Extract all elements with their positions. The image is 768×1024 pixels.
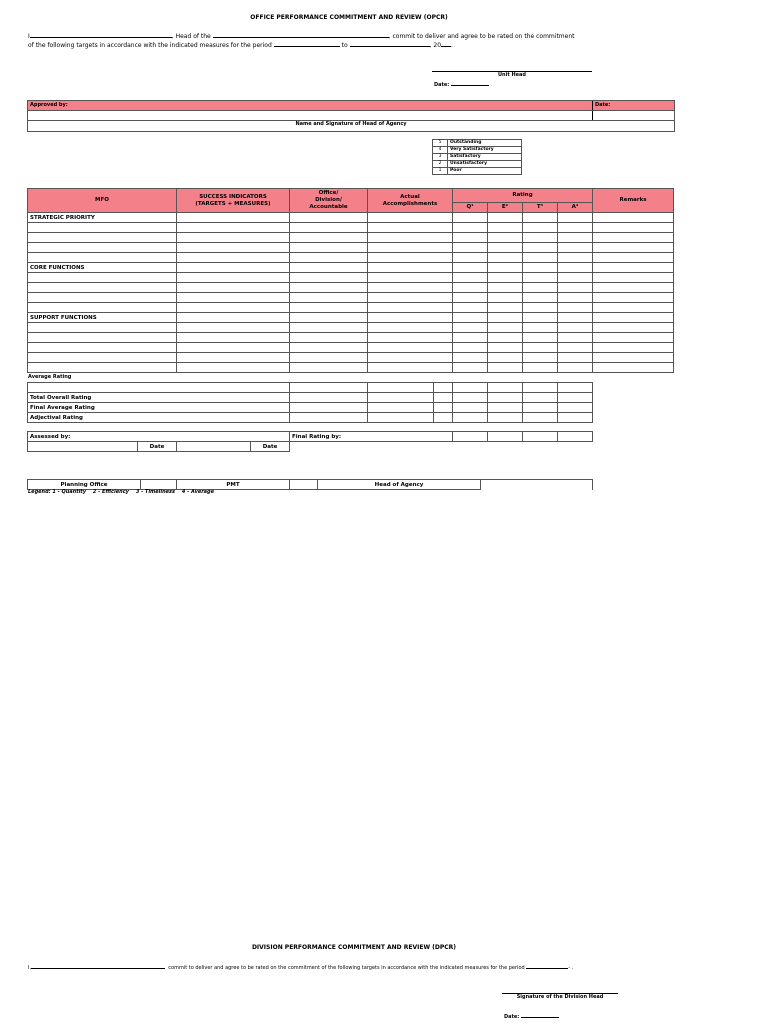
unit-head-label: Unit Head [498,72,526,78]
table-cell[interactable] [558,333,593,343]
table-cell[interactable] [593,213,674,223]
average-rating-label: Average Rating [28,374,72,380]
table-cell[interactable] [28,283,177,293]
table-cell[interactable] [177,323,290,333]
summary-label-total: Total Overall Rating [28,393,290,403]
table-cell[interactable] [523,253,558,263]
table-cell[interactable] [523,283,558,293]
table-row [28,343,674,353]
table-cell[interactable] [523,343,558,353]
table-cell[interactable] [523,233,558,243]
intro-i: I [28,33,30,40]
scale-label: Poor [448,168,522,175]
approved-date-label: Date: [595,102,611,108]
summary-cell[interactable] [290,403,368,413]
table-cell[interactable] [523,323,558,333]
summary-table [27,382,593,423]
assessed-date-label-2: Date [251,442,290,452]
table-cell[interactable] [290,253,368,263]
final-rating-by-label: Final Rating by: [290,432,453,442]
assessed-cell[interactable] [558,432,593,442]
table-cell[interactable] [290,273,368,283]
table-cell[interactable] [368,333,453,343]
scale-row [433,147,522,154]
table-cell[interactable] [453,273,488,283]
dpcr-date-blank[interactable] [521,1017,559,1018]
summary-cell[interactable] [453,413,488,423]
table-cell[interactable] [453,293,488,303]
table-cell[interactable] [523,293,558,303]
summary-cell[interactable] [368,403,434,413]
assessed-sign-cell[interactable] [177,442,251,452]
table-cell[interactable] [488,363,523,373]
table-row [28,293,674,303]
table-cell[interactable] [177,303,290,313]
dpcr-period-blank[interactable] [526,968,568,969]
section-row [28,313,674,323]
dpcr-title: DIVISION PERFORMANCE COMMITMENT AND REVIEW (DPCR) [251,944,457,951]
table-cell[interactable] [558,283,593,293]
table-cell[interactable] [177,243,290,253]
pmt-cell: PMT [177,480,290,490]
scale-row [433,168,522,175]
summary-cell[interactable] [523,383,558,393]
opcr-intro-line2 [28,42,648,50]
table-row [28,303,674,313]
table-cell[interactable] [177,223,290,233]
table-cell[interactable] [488,353,523,363]
approved-by-header [28,101,674,110]
table-cell[interactable] [177,293,290,303]
summary-cell[interactable] [368,393,434,403]
table-row [28,223,674,233]
dpcr-text: commit to deliver and agree to be rated on the commitment of the following targets in accordance with the indicated measures for the period [168,965,525,971]
summary-cell[interactable] [453,383,488,393]
table-cell[interactable] [523,263,558,273]
table-cell[interactable] [290,243,368,253]
table-row [28,243,674,253]
opcr-title: OFFICE PERFORMANCE COMMITMENT AND REVIEW (OPCR) [250,14,448,21]
summary-row [28,403,593,413]
scale-number: 3 [433,154,448,161]
summary-cell[interactable] [523,393,558,403]
table-cell[interactable] [453,253,488,263]
summary-cell[interactable] [434,393,453,403]
summary-cell[interactable] [558,393,593,403]
col-success-line2: (TARGETS + MEASURES) [195,200,271,207]
summary-cell[interactable] [488,403,523,413]
table-cell[interactable] [453,303,488,313]
table-cell[interactable] [290,283,368,293]
col-rating-q: Q¹ [453,203,488,213]
assessed-cell[interactable] [523,432,558,442]
table-cell[interactable] [558,343,593,353]
table-cell[interactable] [558,363,593,373]
scale-label: Very Satisfactory [448,147,522,154]
table-row [28,233,674,243]
assessed-sign-cell[interactable] [28,442,138,452]
section-label-support: SUPPORT FUNCTIONS [28,313,177,323]
section-row [28,263,674,273]
table-row [28,353,674,363]
section-label-core: CORE FUNCTIONS [28,263,177,273]
table-row [28,323,674,333]
col-rating-e: E² [488,203,523,213]
summary-cell[interactable] [290,393,368,403]
table-cell[interactable] [368,233,453,243]
table-cell[interactable] [523,363,558,373]
table-cell[interactable] [558,243,593,253]
table-cell[interactable] [523,353,558,363]
scale-label: Unsatisfactory [448,161,522,168]
summary-cell[interactable] [28,383,290,393]
table-cell[interactable] [290,333,368,343]
period-to-blank[interactable] [350,46,430,47]
table-cell[interactable] [290,223,368,233]
table-cell[interactable] [28,333,177,343]
head-of-agency-cell: Head of Agency [318,480,481,490]
office-blank[interactable] [213,37,389,38]
table-cell[interactable] [593,223,674,233]
table-cell[interactable] [558,303,593,313]
table-cell[interactable] [523,243,558,253]
table-cell[interactable] [453,323,488,333]
unit-head-date [434,82,489,89]
dpcr-date-label: Date: [504,1014,520,1020]
table-cell[interactable] [593,253,674,263]
table-cell[interactable] [523,213,558,223]
unit-head-date-label: Date: [434,82,450,88]
table-cell[interactable] [558,313,593,323]
table-cell[interactable] [488,213,523,223]
table-cell[interactable] [290,363,368,373]
dpcr-name-blank[interactable] [31,968,165,969]
table-cell[interactable] [177,333,290,343]
table-cell[interactable] [453,283,488,293]
table-cell[interactable] [28,303,177,313]
col-actual-line1: Actual [400,193,420,200]
table-cell[interactable] [177,273,290,283]
summary-cell[interactable] [434,413,453,423]
name-signature-head-agency: Name and Signature of Head of Agency [295,121,407,127]
table-cell[interactable] [290,343,368,353]
summary-cell[interactable] [523,403,558,413]
scale-row [433,154,522,161]
table-cell[interactable] [488,313,523,323]
section-row [28,213,674,223]
footer-blank[interactable] [290,480,318,490]
table-cell[interactable] [28,293,177,303]
rating-scale-table [432,139,522,175]
assessed-cell[interactable] [488,432,523,442]
summary-cell[interactable] [523,413,558,423]
table-cell[interactable] [290,313,368,323]
table-cell[interactable] [593,283,674,293]
section-label-strategic: STRATEGIC PRIORITY [28,213,177,223]
table-cell[interactable] [28,363,177,373]
table-cell[interactable] [558,213,593,223]
scale-row [433,161,522,168]
table-cell[interactable] [28,343,177,353]
table-cell[interactable] [368,353,453,363]
table-cell[interactable] [368,313,453,323]
table-cell[interactable] [453,213,488,223]
opcr-main-table [27,188,674,373]
table-cell[interactable] [523,303,558,313]
table-cell[interactable] [593,353,674,363]
scale-number: 1 [433,168,448,175]
table-cell[interactable] [558,273,593,283]
summary-cell[interactable] [488,413,523,423]
table-cell[interactable] [523,333,558,343]
table-cell[interactable] [177,353,290,363]
table-cell[interactable] [558,223,593,233]
table-cell[interactable] [177,233,290,243]
table-cell[interactable] [290,293,368,303]
table-cell[interactable] [177,253,290,263]
table-cell[interactable] [488,303,523,313]
scale-label: Satisfactory [448,154,522,161]
approved-by-block [27,100,675,132]
table-cell[interactable] [523,273,558,283]
table-cell[interactable] [558,253,593,263]
table-row [28,253,674,263]
table-cell[interactable] [593,293,674,303]
period-from-blank[interactable] [274,46,340,47]
col-success-indicators [177,189,290,213]
summary-cell[interactable] [368,383,434,393]
table-cell[interactable] [177,213,290,223]
table-cell[interactable] [368,293,453,303]
summary-cell[interactable] [488,383,523,393]
table-cell[interactable] [488,333,523,343]
table-row [28,333,674,343]
table-cell[interactable] [368,223,453,233]
dpcr-intro [28,965,718,972]
table-cell[interactable] [593,333,674,343]
approved-by-label: Approved by: [30,102,68,108]
col-rating: Rating [453,189,593,203]
table-cell[interactable] [368,343,453,353]
table-cell[interactable] [28,353,177,363]
table-cell[interactable] [453,263,488,273]
summary-label-adjectival: Adjectival Rating [28,413,290,423]
table-cell[interactable] [523,223,558,233]
assessed-table [27,431,593,452]
summary-cell[interactable] [558,413,593,423]
table-cell[interactable] [488,243,523,253]
col-success-line1: SUCCESS INDICATORS [199,193,267,200]
table-cell[interactable] [453,233,488,243]
scale-number: 4 [433,147,448,154]
summary-cell[interactable] [290,383,368,393]
legend-text: Legend: 1 - Quantity 2 - Efficiency 3 - Timeliness 4 - Average [28,489,215,495]
summary-cell[interactable] [368,413,434,423]
dpcr-signature-label: Signature of the Division Head [516,994,604,1000]
table-cell[interactable] [523,313,558,323]
table-cell[interactable] [368,363,453,373]
approved-row-line [28,110,674,111]
table-cell[interactable] [177,343,290,353]
table-cell[interactable] [28,243,177,253]
scale-number: 5 [433,140,448,147]
table-cell[interactable] [290,213,368,223]
table-cell[interactable] [290,323,368,333]
table-cell[interactable] [593,363,674,373]
dpcr-i: I, [28,965,32,971]
summary-cell[interactable] [453,403,488,413]
table-cell[interactable] [177,313,290,323]
table-cell[interactable] [453,353,488,363]
table-row [28,273,674,283]
table-row [28,283,674,293]
col-rating-t: T³ [523,203,558,213]
summary-cell[interactable] [558,383,593,393]
summary-cell[interactable] [453,393,488,403]
col-actual-accomplishments [368,189,453,213]
table-cell[interactable] [368,283,453,293]
table-cell[interactable] [368,263,453,273]
intro-end: . [451,42,453,49]
scale-row [433,140,522,147]
col-office-line1: Office/ [318,190,339,196]
table-cell[interactable] [290,303,368,313]
table-cell[interactable] [593,273,674,283]
table-cell[interactable] [28,273,177,283]
table-cell[interactable] [368,213,453,223]
table-cell[interactable] [558,293,593,303]
table-cell[interactable] [488,273,523,283]
summary-cell[interactable] [434,383,453,393]
footer-blank [481,480,593,490]
col-office-line2: Division/ [315,197,342,203]
summary-cell[interactable] [290,413,368,423]
table-cell[interactable] [593,243,674,253]
col-actual-line2: Accomplishments [382,200,438,207]
table-cell[interactable] [593,263,674,273]
opcr-intro-line1 [28,33,648,41]
col-remarks: Remarks [593,189,674,213]
table-cell[interactable] [488,253,523,263]
intro-year: , 20 [429,42,442,49]
table-cell[interactable] [453,313,488,323]
table-cell[interactable] [593,343,674,353]
table-cell[interactable] [177,363,290,373]
table-cell[interactable] [290,353,368,363]
table-cell[interactable] [488,323,523,333]
table-cell[interactable] [453,223,488,233]
summary-row [28,413,593,423]
intro-head-of-the: , Head of the [171,33,211,40]
unit-head-date-blank[interactable] [451,85,489,86]
table-cell[interactable] [177,263,290,273]
summary-cell[interactable] [434,403,453,413]
table-cell[interactable] [28,323,177,333]
table-cell[interactable] [593,313,674,323]
col-mfo: MFO [28,189,177,213]
table-cell[interactable] [290,233,368,243]
summary-row [28,393,593,403]
table-cell[interactable] [488,343,523,353]
table-cell[interactable] [177,283,290,293]
table-cell[interactable] [488,263,523,273]
assessed-cell[interactable] [453,432,488,442]
col-office-line3: Accountable [309,204,348,210]
table-cell[interactable] [453,333,488,343]
table-cell[interactable] [453,343,488,353]
table-cell[interactable] [558,233,593,243]
table-cell[interactable] [488,293,523,303]
table-cell[interactable] [368,303,453,313]
intro-commit: , commit to deliver and agree to be rated on the commitment [388,33,575,40]
table-cell[interactable] [593,233,674,243]
dpcr-date [504,1014,559,1021]
assessed-by-label: Assessed by: [28,432,290,442]
scale-number: 2 [433,161,448,168]
table-cell[interactable] [453,243,488,253]
scale-label: Outstanding [448,140,522,147]
table-cell[interactable] [488,233,523,243]
table-cell[interactable] [368,243,453,253]
name-blank[interactable] [30,37,172,38]
table-row [28,363,674,373]
table-cell[interactable] [488,223,523,233]
summary-row [28,383,593,393]
assessed-date-label: Date [138,442,177,452]
table-cell[interactable] [28,223,177,233]
summary-cell[interactable] [488,393,523,403]
table-cell[interactable] [558,323,593,333]
table-cell[interactable] [558,353,593,363]
summary-cell[interactable] [558,403,593,413]
footer-blank[interactable] [141,480,177,490]
table-cell[interactable] [593,323,674,333]
table-cell[interactable] [488,283,523,293]
dpcr-year-fill: - . [568,965,574,971]
table-cell[interactable] [368,253,453,263]
table-cell[interactable] [593,303,674,313]
summary-label-final_avg: Final Average Rating [28,403,290,413]
table-cell[interactable] [368,323,453,333]
intro-to: to [341,42,348,49]
table-cell[interactable] [558,263,593,273]
col-office-accountable [290,189,368,213]
year-blank[interactable] [441,46,451,47]
table-cell[interactable] [290,263,368,273]
table-cell[interactable] [368,273,453,283]
col-rating-a: A⁴ [558,203,593,213]
table-cell[interactable] [28,253,177,263]
table-cell[interactable] [28,233,177,243]
table-cell[interactable] [453,363,488,373]
planning-office-cell: Planning Office [28,480,141,490]
intro-period-text: of the following targets in accordance with the indicated measures for the period [28,42,272,49]
